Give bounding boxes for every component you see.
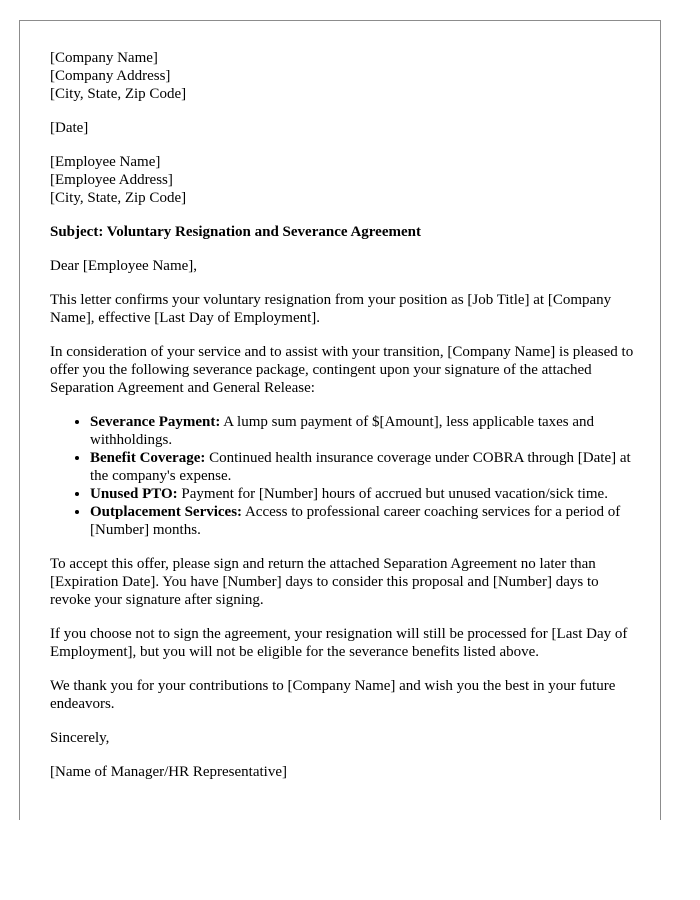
subject-line: Subject: Voluntary Resignation and Severance Agreement [50,224,421,240]
recipient-city-state-zip: [City, State, Zip Code] [50,190,187,206]
confirmation-paragraph: This letter confirms your voluntary resignation from your position as [Job Title] at [Company Name], effective [Last Day of Employment]. [50,292,612,326]
signature-name: [Name of Manager/HR Representative] [50,764,287,780]
letter-date: [Date] [50,120,89,136]
recipient-block [50,153,640,207]
benefit-term: Severance Payment: [90,414,221,430]
benefit-item-unused-pto [90,485,640,503]
sender-company-name: [Company Name] [50,50,158,66]
sender-city-state-zip: [City, State, Zip Code] [50,86,187,102]
benefit-item-severance-payment [90,413,640,449]
decline-paragraph: If you choose not to sign the agreement, your resignation will still be processed for [Last Day of Employment], but you will not be eligible for the severance benefits listed above. [50,626,628,660]
accept-paragraph: To accept this offer, please sign and return the attached Separation Agreement no later than [Expiration Date]. You have [Number] days to consider this proposal and [Number] days to revoke your signature after signing. [50,556,599,608]
benefit-term: Outplacement Services: [90,504,243,520]
thanks-paragraph: We thank you for your contributions to [Company Name] and wish you the best in your future endeavors. [50,678,616,712]
benefit-text: Access to professional career coaching services for a period of [Number] months. [90,504,621,538]
benefit-text: A lump sum payment of $[Amount], less applicable taxes and withholdings. [90,414,595,448]
benefits-list [50,413,640,539]
consideration-paragraph: In consideration of your service and to assist with your transition, [Company Name] is pleased to offer you the following severance package, contingent upon your signature of the attached Separation Agreement and General Release: [50,344,634,396]
recipient-employee-address: [Employee Address] [50,172,173,188]
benefit-item-outplacement-services [90,503,640,539]
benefit-term: Benefit Coverage: [90,450,206,466]
letter-content [50,49,640,797]
recipient-employee-name: [Employee Name] [50,154,161,170]
closing: Sincerely, [50,730,110,746]
sender-company-address: [Company Address] [50,68,171,84]
benefit-text: Payment for [Number] hours of accrued but unused vacation/sick time. [177,486,608,502]
benefit-item-benefit-coverage [90,449,640,485]
sender-block [50,49,640,103]
salutation: Dear [Employee Name], [50,258,198,274]
letter-page [19,20,661,820]
benefit-term: Unused PTO: [90,486,178,502]
benefit-text: Continued health insurance coverage under COBRA through [Date] at the company's expense. [90,450,631,484]
